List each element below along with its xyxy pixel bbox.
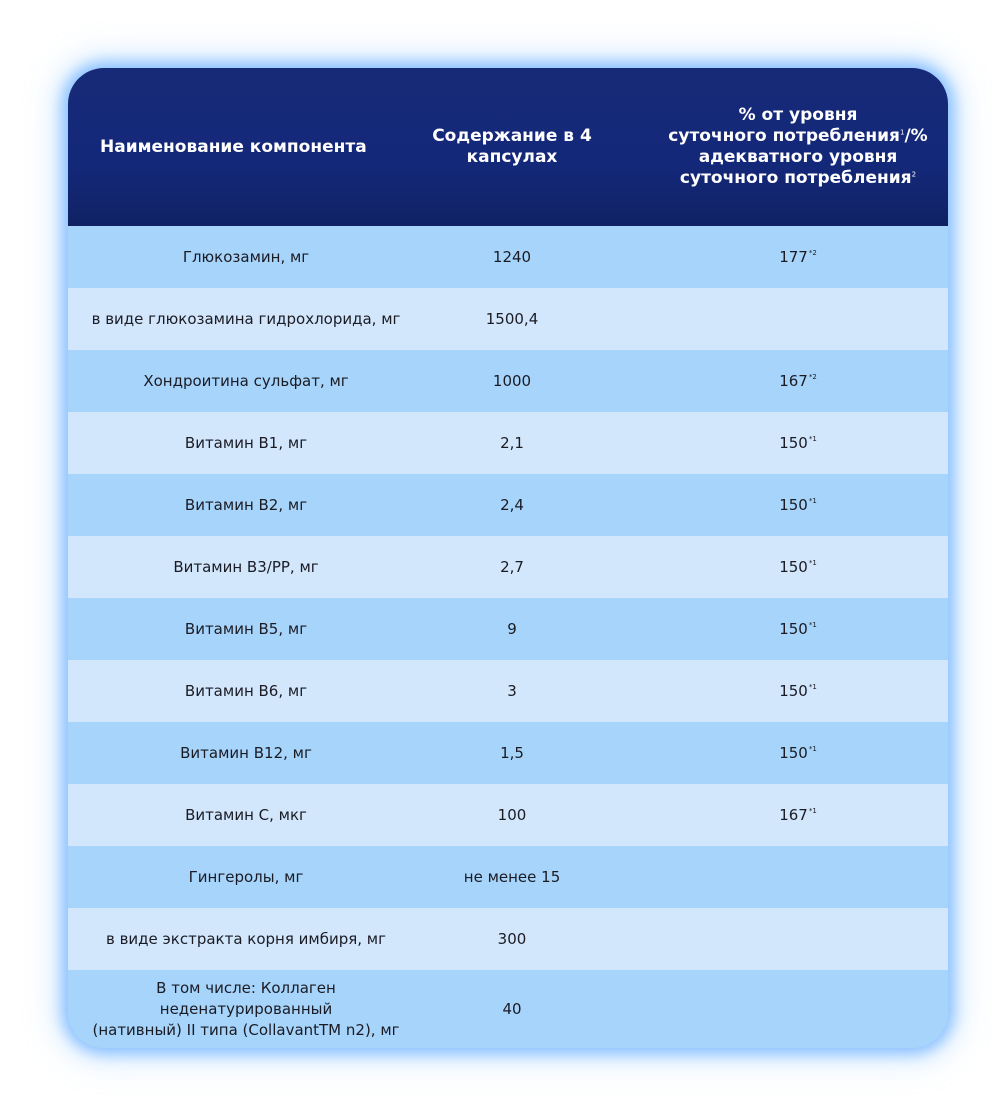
percent-value: 150: [779, 619, 808, 638]
header-footnote-2: 2: [911, 170, 917, 179]
table-row: [68, 660, 948, 722]
component-name: в виде глюкозамина гидрохлорида, мг: [91, 309, 401, 328]
component-amount: 1240: [492, 247, 532, 266]
component-name-line2: (нативный) II типа (CollavantTM n2), мг: [92, 1020, 400, 1039]
component-name: Витамин В1, мг: [184, 433, 308, 452]
component-percent: 150 *1: [779, 681, 817, 700]
component-name: Витамин В6, мг: [184, 681, 308, 700]
header-col3-line1: % от уровня: [738, 105, 858, 125]
component-percent: [648, 908, 948, 970]
table-row: [68, 536, 948, 598]
header-col2-line2: капсулах: [466, 147, 558, 167]
percent-value: 167: [779, 371, 808, 390]
table-row: [68, 598, 948, 660]
component-name: Витамин В3/РР, мг: [173, 557, 319, 576]
component-amount: 100: [497, 805, 527, 824]
component-name: [68, 970, 424, 1048]
component-amount: 2,4: [500, 495, 524, 514]
header-col3-line2: [668, 126, 927, 147]
table-row: [68, 350, 948, 412]
header-col3-line4-text: суточного потребления: [679, 168, 912, 188]
component-amount: 2,1: [500, 433, 524, 452]
header-daily-percent: [648, 68, 948, 226]
percent-value: 177: [779, 247, 808, 266]
component-name-line1: В том числе: Коллаген неденатурированный: [156, 978, 336, 1018]
component-name: в виде экстракта корня имбиря, мг: [105, 929, 386, 948]
table-row: [68, 474, 948, 536]
component-percent: 177 *2: [779, 247, 817, 266]
component-percent: [648, 970, 948, 1048]
component-name: Витамин В12, мг: [180, 743, 312, 762]
table-row: [68, 846, 948, 908]
header-content-amount: [424, 68, 600, 226]
header-component-name: [68, 68, 424, 226]
percent-value: 150: [779, 433, 808, 452]
composition-table: [68, 68, 948, 1048]
table-row: [68, 288, 948, 350]
table-row: [68, 784, 948, 846]
table-row: [68, 908, 948, 970]
table-row: [68, 970, 948, 1048]
component-amount: 40: [502, 999, 522, 1018]
component-amount: 1000: [492, 371, 532, 390]
table-body: [68, 226, 948, 1048]
component-percent: 167 *1: [779, 805, 817, 824]
component-name: Гингеролы, мг: [188, 867, 304, 886]
component-percent: [648, 846, 948, 908]
header-col3-line4: [668, 168, 927, 189]
percent-value: 167: [779, 805, 808, 824]
table-row: [68, 226, 948, 288]
table-header: [68, 68, 948, 226]
percent-value: 150: [779, 495, 808, 514]
header-col3-line2-tail: /%: [904, 126, 928, 146]
component-amount: 300: [497, 929, 527, 948]
component-percent: 150 *1: [779, 557, 817, 576]
component-percent: 150 *1: [779, 495, 817, 514]
table-row: [68, 722, 948, 784]
component-amount: не менее 15: [463, 867, 561, 886]
component-amount: 1,5: [500, 743, 524, 762]
component-percent: 150 *1: [779, 743, 817, 762]
component-name: Витамин С, мкг: [185, 805, 307, 824]
component-name: Витамин В5, мг: [184, 619, 308, 638]
header-footnote-1: 1: [899, 128, 905, 137]
percent-value: 150: [779, 557, 808, 576]
component-percent: 150 *1: [779, 619, 817, 638]
component-name: Глюкозамин, мг: [182, 247, 310, 266]
component-name: Витамин В2, мг: [184, 495, 308, 514]
component-percent: 150 *1: [779, 433, 817, 452]
component-percent: 167 *2: [779, 371, 817, 390]
header-col3-line3: адекватного уровня: [698, 147, 898, 167]
percent-value: 150: [779, 681, 808, 700]
header-col1-text: Наименование компонента: [100, 136, 367, 157]
component-amount: 1500,4: [485, 309, 539, 328]
component-name: Хондроитина сульфат, мг: [143, 371, 349, 390]
header-col2-line1: Содержание в 4: [432, 126, 592, 146]
header-col3-line2-text: суточного потребления: [668, 126, 900, 146]
component-percent: [648, 288, 948, 350]
table-row: [68, 412, 948, 474]
component-amount: 2,7: [500, 557, 524, 576]
component-amount: 9: [507, 619, 517, 638]
component-amount: 3: [507, 681, 517, 700]
percent-value: 150: [779, 743, 808, 762]
